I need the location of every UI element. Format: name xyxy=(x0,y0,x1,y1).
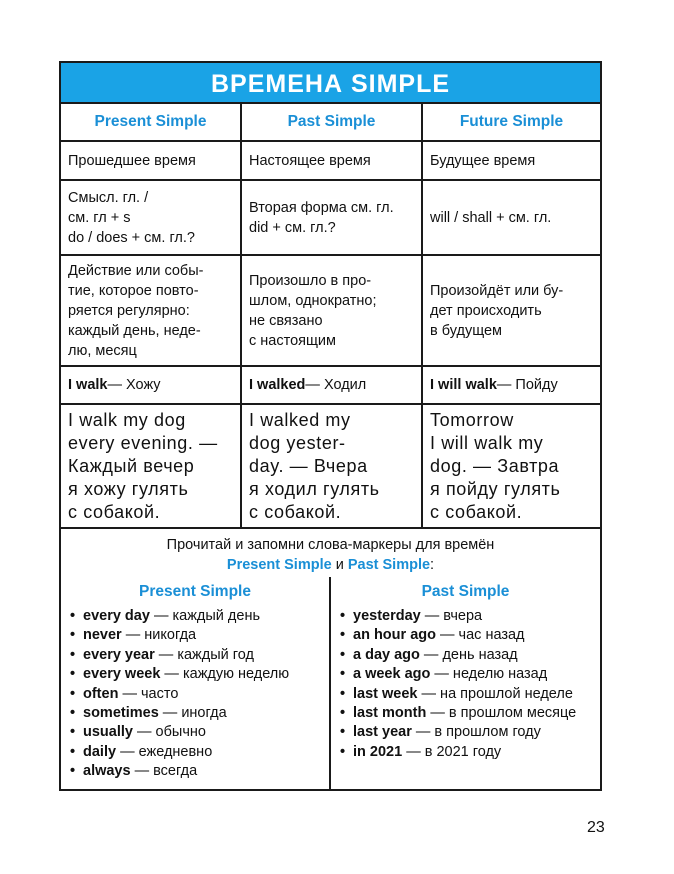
example-line: я хожу гулять xyxy=(68,478,189,499)
form-future xyxy=(423,367,600,403)
marker-en: a day ago xyxy=(353,646,420,663)
marker-en: often xyxy=(83,685,119,702)
example-line: dog yester- xyxy=(249,432,346,453)
header-row xyxy=(61,104,600,142)
usage-line: Произошло в про- xyxy=(249,272,372,289)
marker-en: yesterday xyxy=(353,608,421,624)
intro-present: Present Simple xyxy=(226,557,332,573)
formation-past xyxy=(242,181,423,254)
usage-line: шлом, однократно; xyxy=(249,292,377,309)
list-item xyxy=(340,626,600,645)
example-line: I will walk my xyxy=(430,432,544,453)
example-line: с собакой. xyxy=(249,501,342,522)
bullet-icon: • xyxy=(70,685,76,702)
form-ru: — Хожу xyxy=(107,377,161,393)
bullet-icon: • xyxy=(70,646,76,663)
formation-future xyxy=(423,181,600,254)
bullet-icon: • xyxy=(70,763,76,780)
example-line: Tomorrow xyxy=(430,409,514,430)
marker-ru: — на прошлой неделе xyxy=(417,685,573,702)
formation-line: do / does + см. гл.? xyxy=(68,229,195,246)
meaning-future: Будущее время xyxy=(430,152,536,169)
marker-en: an hour ago xyxy=(353,627,436,644)
usage-present xyxy=(61,256,242,365)
marker-ru: — каждую неделю xyxy=(160,666,290,683)
marker-ru: — вчера xyxy=(420,608,483,624)
marker-ru: — всегда xyxy=(130,763,198,780)
formation-line: will / shall + см. гл. xyxy=(430,209,552,226)
marker-en: usually xyxy=(83,724,133,741)
example-line: с собакой. xyxy=(430,501,523,522)
marker-ru: — час назад xyxy=(435,627,525,644)
bullet-icon: • xyxy=(340,685,346,702)
marker-ru: — часто xyxy=(118,685,179,702)
bullet-icon: • xyxy=(70,627,76,644)
marker-en: every week xyxy=(83,666,161,683)
marker-intro-text: Прочитай и запомни слова-маркеры для времён xyxy=(166,537,495,553)
form-past xyxy=(242,367,423,403)
bullet-icon: • xyxy=(70,666,76,683)
usage-line: в будущем xyxy=(430,322,502,339)
bullet-icon: • xyxy=(340,743,346,760)
marker-en: always xyxy=(83,763,131,780)
marker-ru: — неделю назад xyxy=(430,666,548,683)
list-item xyxy=(70,743,329,762)
marker-ru: — каждый день xyxy=(149,608,261,624)
list-item xyxy=(340,646,600,665)
bullet-icon: • xyxy=(70,705,76,722)
meaning-past: Настоящее время xyxy=(242,142,423,179)
list-item xyxy=(70,762,329,781)
form-en: I will walk xyxy=(430,377,497,393)
list-item xyxy=(340,685,600,704)
usage-row xyxy=(61,256,600,367)
examples-row xyxy=(61,405,600,529)
marker-ru: — иногда xyxy=(158,705,227,722)
usage-future xyxy=(423,256,600,365)
example-line: I walk my dog xyxy=(68,409,186,430)
simple-tenses-table xyxy=(59,61,602,791)
example-line: с собакой. xyxy=(68,501,161,522)
header-present: Present Simple xyxy=(61,104,242,140)
present-markers-column xyxy=(61,577,331,789)
usage-line: Действие или собы- xyxy=(68,262,204,279)
marker-ru: — в 2021 году xyxy=(402,743,502,760)
intro-colon: : xyxy=(430,557,435,573)
usage-line: ряется регулярно: xyxy=(68,302,190,319)
marker-en: last year xyxy=(353,724,412,741)
example-line: day. — Вчера xyxy=(249,455,368,476)
marker-en: sometimes xyxy=(83,705,159,722)
form-ru: — Пойду xyxy=(496,377,558,393)
marker-en: every day xyxy=(83,608,150,624)
list-item xyxy=(70,646,329,665)
marker-en: never xyxy=(83,627,122,644)
form-ru: — Ходил xyxy=(305,377,367,393)
list-item xyxy=(70,704,329,723)
present-markers-list xyxy=(61,607,329,782)
usage-line: не связано xyxy=(249,312,323,329)
marker-en: daily xyxy=(83,743,117,760)
marker-ru: — день назад xyxy=(419,646,518,663)
list-item xyxy=(70,685,329,704)
formation-row xyxy=(61,181,600,256)
usage-line: каждый день, неде- xyxy=(68,322,201,339)
marker-intro xyxy=(61,535,600,575)
marker-ru: — обычно xyxy=(132,724,206,741)
list-item xyxy=(340,743,600,762)
marker-words-section xyxy=(61,528,600,789)
usage-line: с настоящим xyxy=(249,332,336,349)
formation-line: Смысл. гл. / xyxy=(68,189,149,206)
formation-line: Вторая форма см. гл. xyxy=(249,199,394,216)
marker-en: last month xyxy=(353,705,427,722)
marker-en: every year xyxy=(83,646,155,663)
bullet-icon: • xyxy=(340,646,346,663)
header-past: Past Simple xyxy=(242,104,423,140)
form-en: I walk xyxy=(68,377,108,393)
example-line: every evening. — xyxy=(68,432,218,453)
formation-line: см. гл + s xyxy=(68,209,131,226)
bullet-icon: • xyxy=(340,627,346,644)
marker-intro-tenses xyxy=(61,555,600,575)
present-markers-title: Present Simple xyxy=(139,583,251,600)
past-markers-column xyxy=(331,577,600,789)
list-item xyxy=(70,607,329,626)
bullet-icon: • xyxy=(70,743,76,760)
list-item xyxy=(340,704,600,723)
marker-ru: — в прошлом году xyxy=(411,724,541,741)
past-markers-list xyxy=(331,607,600,762)
intro-past: Past Simple xyxy=(347,557,431,573)
usage-line: тие, которое повто- xyxy=(68,282,199,299)
past-markers-title: Past Simple xyxy=(421,583,510,600)
usage-past xyxy=(242,256,423,365)
bullet-icon: • xyxy=(340,608,346,624)
example-line: Каждый вечер xyxy=(68,455,195,476)
formation-present xyxy=(61,181,242,254)
page-number: 23 xyxy=(587,819,605,836)
marker-ru: — в прошлом месяце xyxy=(426,705,577,722)
table-title: ВРЕМЕНА SIMPLE xyxy=(61,63,600,104)
marker-en: last week xyxy=(353,685,418,702)
example-line: dog. — Завтра xyxy=(430,455,560,476)
marker-en: a week ago xyxy=(353,666,431,683)
marker-ru: — никогда xyxy=(121,627,197,644)
bullet-icon: • xyxy=(70,724,76,741)
list-item xyxy=(70,626,329,645)
example-present xyxy=(61,405,242,527)
bullet-icon: • xyxy=(70,608,76,624)
marker-ru: — каждый год xyxy=(154,646,254,663)
marker-en: in 2021 xyxy=(353,743,403,760)
list-item xyxy=(340,665,600,684)
intro-and: и xyxy=(331,557,348,573)
meaning-row xyxy=(61,142,600,181)
marker-ru: — ежедневно xyxy=(116,743,213,760)
example-future xyxy=(423,405,600,527)
formation-line: did + см. гл.? xyxy=(249,219,336,236)
list-item xyxy=(70,723,329,742)
forms-row xyxy=(61,367,600,405)
example-line: я пойду гулять xyxy=(430,478,561,499)
form-en: I walked xyxy=(249,377,306,393)
list-item xyxy=(340,723,600,742)
example-line: я ходил гулять xyxy=(249,478,380,499)
example-line: I walked my xyxy=(249,409,351,430)
form-present xyxy=(61,367,242,403)
example-past xyxy=(242,405,423,527)
meaning-present: Прошедшее время xyxy=(61,142,242,179)
usage-line: лю, месяц xyxy=(68,342,137,359)
bullet-icon: • xyxy=(340,724,346,741)
usage-line: Произойдёт или бу- xyxy=(430,282,564,299)
header-future: Future Simple xyxy=(459,113,564,130)
list-item xyxy=(340,607,600,626)
list-item xyxy=(70,665,329,684)
bullet-icon: • xyxy=(340,705,346,722)
bullet-icon: • xyxy=(340,666,346,683)
usage-line: дет происходить xyxy=(430,302,542,319)
